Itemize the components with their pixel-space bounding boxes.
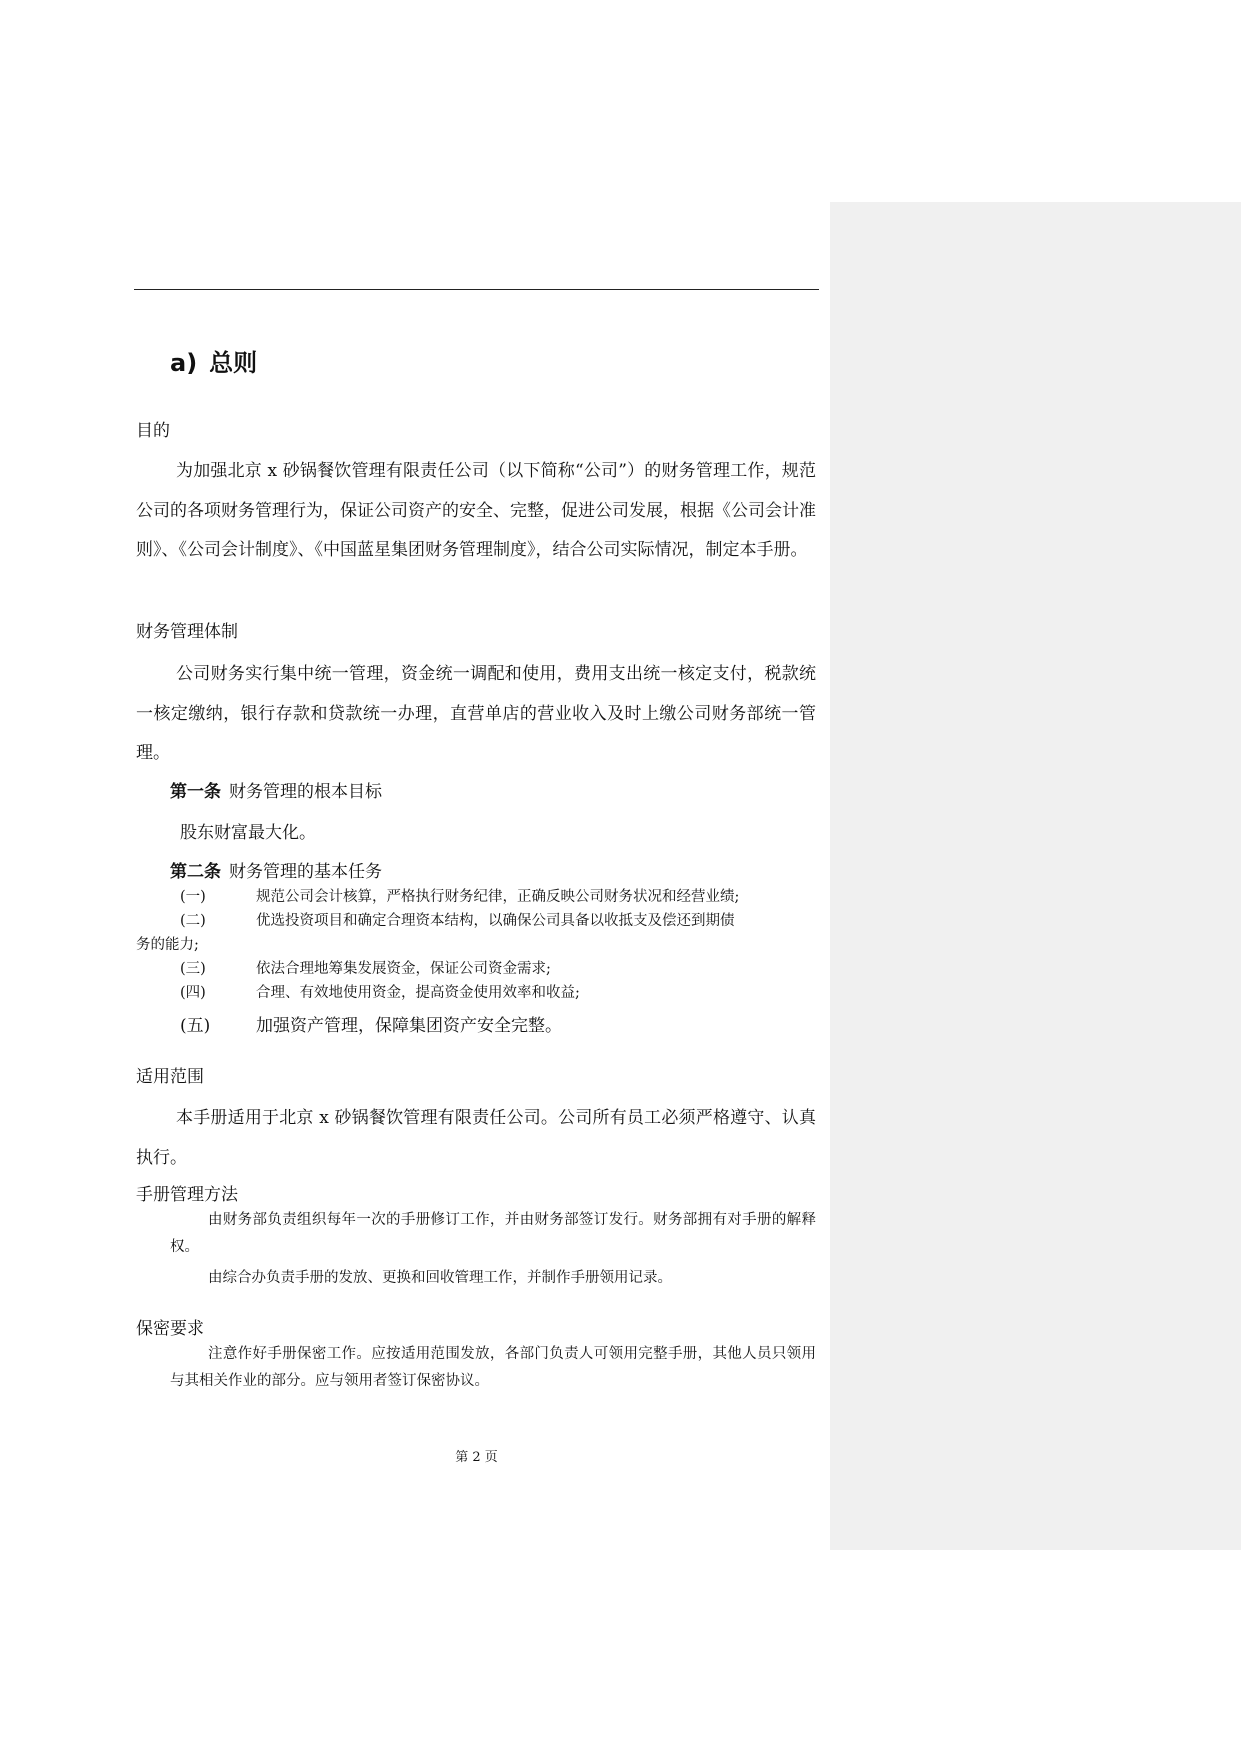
task-item [136, 909, 816, 957]
task-item [136, 957, 816, 981]
task-marker: (五) [180, 1016, 211, 1036]
article-2-label: 第二条 [170, 862, 221, 882]
task-marker: (二) [180, 913, 206, 929]
article-1-title: 财务管理的根本目标 [229, 782, 382, 802]
task-marker: (四) [180, 985, 206, 1001]
task-marker: (一) [180, 889, 206, 905]
comment-pane [830, 202, 1241, 1550]
task-list [136, 885, 816, 1041]
manual-management-paragraph-1: 由财务部负责组织每年一次的手册修订工作，并由财务部签订发行。财务部拥有对手册的解释权。 [170, 1212, 816, 1255]
purpose-heading: 目的 [136, 421, 170, 441]
confidentiality-paragraph: 注意作好手册保密工作。应按适用范围发放，各部门负责人可领用完整手册，其他人员只领用与其相关作业的部分。应与领用者签订保密协议。 [170, 1346, 816, 1389]
section-title [170, 346, 257, 380]
task-marker: (三) [180, 961, 206, 977]
task-item [136, 981, 816, 1005]
manual-management-paragraph-2: 由综合办负责手册的发放、更换和回收管理工作，并制作手册领用记录。 [208, 1270, 672, 1286]
task-text: 加强资产管理，保障集团资产安全完整。 [256, 1016, 562, 1036]
page-number: 第 2 页 [455, 1450, 498, 1465]
manual-management-heading: 手册管理方法 [136, 1185, 238, 1205]
confidentiality-heading: 保密要求 [136, 1319, 204, 1339]
section-number: a) [170, 349, 198, 377]
task-item [136, 1011, 816, 1041]
article-1-label: 第一条 [170, 782, 221, 802]
article-1-heading [170, 780, 382, 804]
task-text: 依法合理地筹集发展资金，保证公司资金需求; [256, 961, 551, 977]
header-rule [134, 289, 819, 290]
section-title-text: 总则 [209, 349, 258, 377]
system-paragraph: 公司财务实行集中统一管理，资金统一调配和使用，费用支出统一核定支付，税款统一核定缴纳，银行存款和贷款统一办理，直营单店的营业收入及时上缴公司财务部统一管理。 [136, 664, 816, 763]
article-2-heading [170, 860, 382, 884]
scope-paragraph: 本手册适用于北京 x 砂锅餐饮管理有限责任公司。公司所有员工必须严格遵守、认真执行。 [136, 1108, 816, 1168]
task-text: 规范公司会计核算，严格执行财务纪律，正确反映公司财务状况和经营业绩; [256, 889, 740, 905]
task-text: 合理、有效地使用资金，提高资金使用效率和收益; [256, 985, 580, 1001]
scope-heading: 适用范围 [136, 1067, 204, 1087]
system-heading: 财务管理体制 [136, 622, 238, 642]
task-item [136, 885, 816, 909]
article-1-body: 股东财富最大化。 [180, 823, 316, 843]
task-text: 优选投资项目和确定合理资本结构，以确保公司具备以收抵支及偿还到期债 [256, 913, 735, 929]
purpose-paragraph: 为加强北京 x 砂锅餐饮管理有限责任公司（以下简称“公司”）的财务管理工作，规范公司的各项财务管理行为，保证公司资产的安全、完整，促进公司发展，根据《公司会计准则》、《公司会计制度》、《中国蓝星集团财务管理制度》，结合公司实际情况，制定本手册。 [136, 461, 816, 560]
article-2-title: 财务管理的基本任务 [229, 862, 382, 882]
task-text-continued: 务的能力; [136, 937, 199, 953]
